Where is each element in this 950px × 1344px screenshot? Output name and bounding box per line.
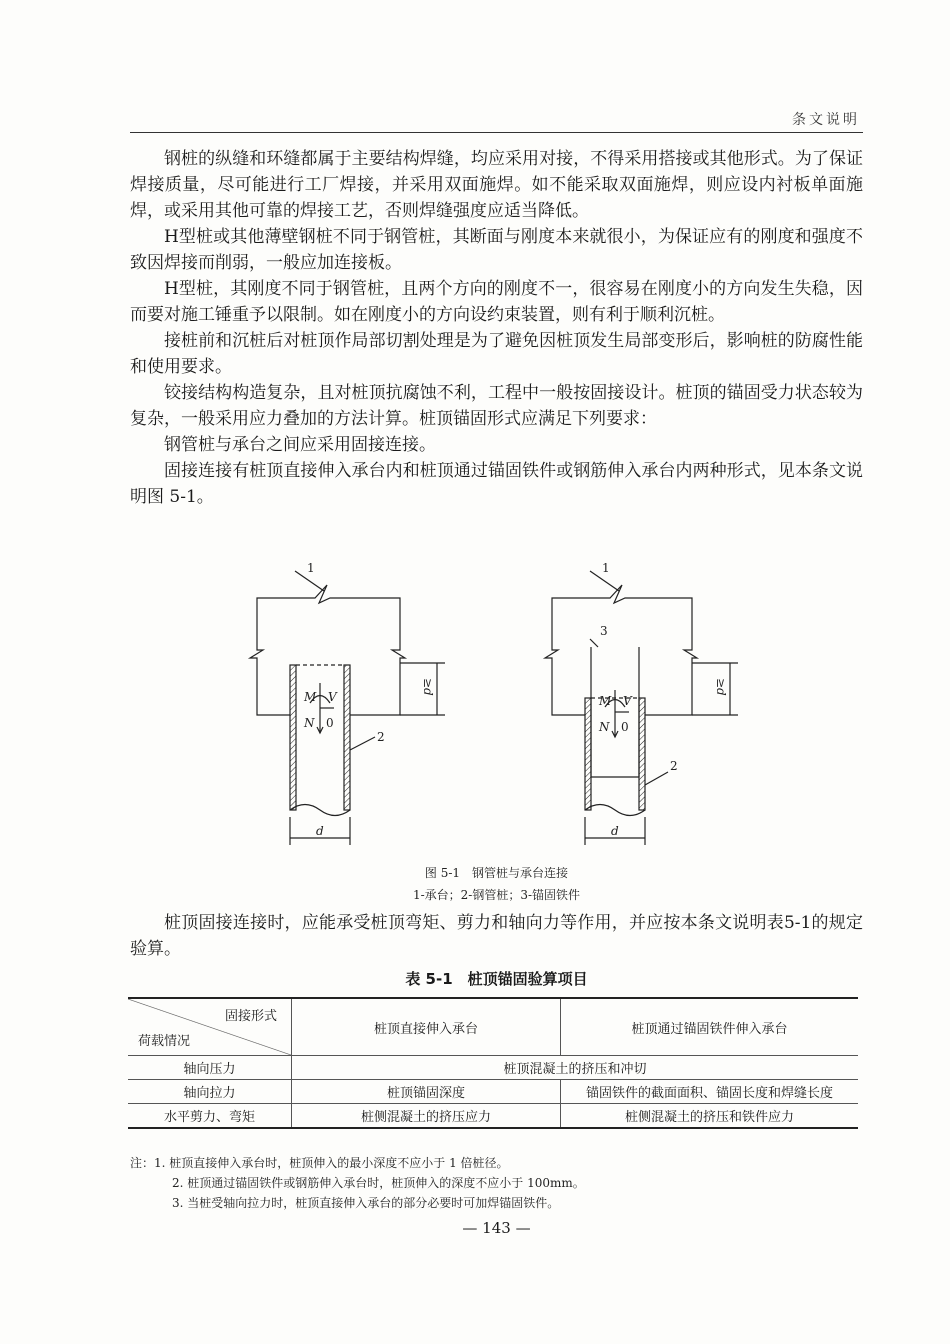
paragraph-7: 固接连接有桩顶直接伸入承台内和桩顶通过锚固铁件或钢筋伸入承台内两种形式，见本条文说明图 5-1。 xyxy=(130,461,863,507)
paragraph-2: H型桩或其他薄壁钢桩不同于钢管桩，其断面与刚度本来就很小，为保证应有的刚度和强度不致因焊接而削弱，一般应加连接板。 xyxy=(130,227,863,273)
anchoring-table xyxy=(128,997,858,1129)
right-leader-3 xyxy=(590,639,598,647)
page-number: — 143 — xyxy=(462,1219,531,1237)
note-1: 注：1. 桩顶直接伸入承台时，桩顶伸入的最小深度不应小于 1 倍桩径。 xyxy=(130,1156,509,1170)
col-header-direct: 桩顶直接伸入承台 xyxy=(292,998,561,1056)
left-label-shear: V xyxy=(328,690,337,704)
table-diagonal-header xyxy=(128,998,292,1056)
diag-top-label: 固接形式 xyxy=(224,1009,277,1024)
table-row xyxy=(128,1080,858,1104)
header-section-label: 条文说明 xyxy=(792,112,860,128)
left-label-depth: ≥d xyxy=(421,678,435,696)
note-3: 3. 当桩受轴向拉力时，桩顶直接伸入承台的部分必要时可加焊锚固铁件。 xyxy=(172,1196,560,1210)
right-pile-wall-left xyxy=(585,698,591,810)
left-label-axial: N xyxy=(304,716,315,730)
after-figure-text xyxy=(130,910,863,962)
col-header-anchor: 桩顶通过锚固铁件伸入承台 xyxy=(561,998,859,1056)
right-label-1: 1 xyxy=(602,561,610,575)
paragraph-8: 桩顶固接连接时，应能承受桩顶弯矩、剪力和轴向力等作用，并应按本条文说明表5-1的规定验算。 xyxy=(130,913,863,959)
table-row xyxy=(128,1104,858,1129)
row-load: 轴向压力 xyxy=(128,1056,292,1080)
figure-caption-title: 图 5-1 钢管桩与承台连接 xyxy=(424,866,569,880)
figure-5-1 xyxy=(230,555,750,855)
paragraph-4: 接桩前和沉桩后对桩顶作局部切割处理是为了避免因桩顶发生局部变形后，影响桩的防腐性能和使用要求。 xyxy=(130,331,863,377)
right-label-axial: N xyxy=(599,720,610,734)
row-cell-anchor: 锚固铁件的截面面积、锚固长度和焊缝长度 xyxy=(561,1080,859,1104)
diag-bottom-label: 荷载情况 xyxy=(138,1034,191,1049)
row-cell-direct: 桩侧混凝土的挤压应力 xyxy=(292,1104,561,1129)
note-2: 2. 桩顶通过锚固铁件或钢筋伸入承台时，桩顶伸入的深度不应小于 100mm。 xyxy=(172,1176,585,1190)
left-pile-wall-left xyxy=(290,665,296,810)
right-cap-outline xyxy=(545,585,697,715)
row-cell-direct: 桩顶锚固深度 xyxy=(292,1080,561,1104)
table-title: 表 5-1 桩顶锚固验算项目 xyxy=(405,970,588,988)
left-label-moment: M xyxy=(304,690,317,704)
right-label-shear: V xyxy=(623,694,632,708)
paragraph-3: H型桩，其刚度不同于钢管桩，且两个方向的刚度不一，很容易在刚度小的方向发生失稳，因而要对施工锤重予以限制。如在刚度小的方向设约束装置，则有利于顺利沉桩。 xyxy=(130,279,863,325)
left-pile-break xyxy=(290,805,350,816)
right-leader-2 xyxy=(645,772,668,785)
row-load: 轴向拉力 xyxy=(128,1080,292,1104)
right-pile-wall-right xyxy=(639,698,645,810)
right-pile-break xyxy=(585,805,645,816)
table-header-row xyxy=(128,998,858,1056)
paragraph-5: 铰接结构构造复杂，且对桩顶抗腐蚀不利，工程中一般按固接设计。桩顶的锚固受力状态较为复杂，一般采用应力叠加的方法计算。桩顶锚固形式应满足下列要求： xyxy=(130,383,863,429)
row-load: 水平剪力、弯矩 xyxy=(128,1104,292,1129)
right-label-origin: 0 xyxy=(621,720,629,734)
paragraph-6: 钢管桩与承台之间应采用固接连接。 xyxy=(164,435,436,455)
right-label-3: 3 xyxy=(600,624,608,638)
left-pile-wall-right xyxy=(344,665,350,810)
right-label-2: 2 xyxy=(670,759,678,773)
row-merged-cell: 桩顶混凝土的挤压和冲切 xyxy=(292,1056,859,1080)
left-label-1: 1 xyxy=(307,561,315,575)
left-leader-2 xyxy=(350,737,375,750)
table-row xyxy=(128,1056,858,1080)
body-text xyxy=(130,146,863,510)
paragraph-1: 钢桩的纵缝和环缝都属于主要结构焊缝，均应采用对接，不得采用搭接或其他形式。为了保证焊接质量，尽可能进行工厂焊接，并采用双面施焊。如不能采取双面施焊，则应设内衬板单面施焊，或采用其他可靠的焊接工艺，否则焊缝强度应适当降低。 xyxy=(130,149,863,221)
header-rule xyxy=(130,132,863,133)
right-label-moment: M xyxy=(599,694,612,708)
table-notes xyxy=(130,1153,863,1213)
right-label-depth: ≥d xyxy=(714,678,728,696)
figure-caption-legend: 1-承台；2-钢管桩；3-锚固铁件 xyxy=(412,888,581,902)
left-label-diameter: d xyxy=(316,824,324,838)
left-label-origin: 0 xyxy=(326,716,334,730)
row-cell-anchor: 桩侧混凝土的挤压和铁件应力 xyxy=(561,1104,859,1129)
right-label-diameter: d xyxy=(611,824,619,838)
left-label-2: 2 xyxy=(377,730,385,744)
